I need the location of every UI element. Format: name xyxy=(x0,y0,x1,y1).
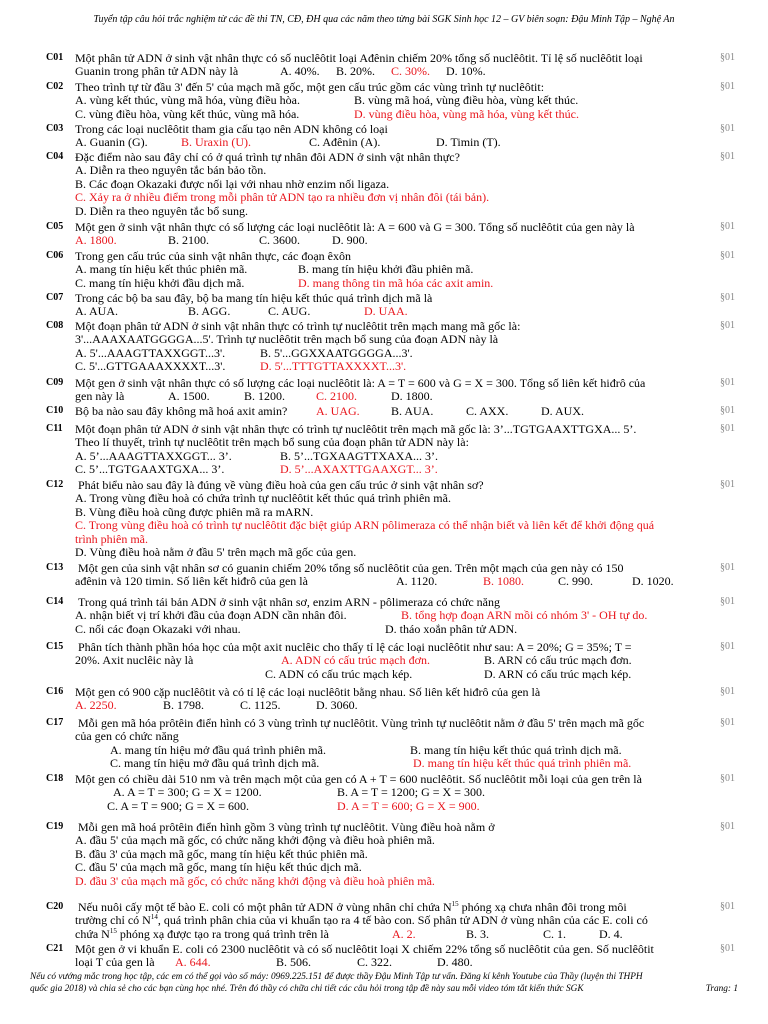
question-text: B. ARN có cấu trúc mạch đơn. xyxy=(484,653,632,668)
question-c08 xyxy=(0,320,768,374)
correct-answer: D. UAA. xyxy=(364,304,408,319)
section-tag: §01 xyxy=(720,596,735,607)
question-text: Một gen ở sinh vật nhân thực có số lượng các loại nuclêôtit là: A = T = 600 và G = X = 300. Tổng số liên kết hiđrô của xyxy=(75,376,646,390)
page-footer xyxy=(30,971,738,995)
question-text: B. 3. xyxy=(466,926,490,941)
question-text: 20%. Axit nuclêic này là xyxy=(75,653,194,668)
question-text: D. tháo xoắn phân tử ADN. xyxy=(385,621,518,636)
question-text: D. Diễn ra theo nguyên tắc bổ sung. xyxy=(75,203,248,218)
question-line xyxy=(0,221,768,234)
section-tag: §01 xyxy=(720,292,735,303)
question-line xyxy=(0,848,768,861)
correct-answer: D. 5'...TTTGTTAXXXXT...3'. xyxy=(260,359,407,374)
question-number: C13 xyxy=(46,562,64,573)
question-text: B. 506. xyxy=(276,955,312,970)
question-text: Trong các bộ ba sau đây, bộ ba mang tín hiệu kết thúc quá trình dịch mã là xyxy=(75,291,433,305)
question-text: Một gen ở vi khuẩn E. coli có 2300 nuclêôtit và có số nuclêôtit loại X chiếm 22% tổng số nuclêôtit của gen. Số nuclêôtit xyxy=(75,942,654,956)
section-tag: §01 xyxy=(720,479,735,490)
correct-answer: C. 30%. xyxy=(391,64,430,79)
question-line xyxy=(0,668,768,681)
correct-answer: C. 2100. xyxy=(316,389,358,404)
question-number: C11 xyxy=(46,423,63,434)
question-line xyxy=(0,875,768,888)
question-text: D. 1800. xyxy=(391,389,433,404)
question-text: C. 5'...GTTGAAAXXXXT...3'. xyxy=(75,359,226,374)
question-line xyxy=(0,800,768,813)
question-text: Một đoạn phân tử ADN ở sinh vật nhân thực có trình tự nuclêôtit trên mạch mã gốc là: 3’...TGTGAAXTTGXA... 5’. xyxy=(75,422,637,436)
question-line xyxy=(0,390,768,403)
question-line xyxy=(0,108,768,121)
question-text: C. Ađênin (A). xyxy=(309,135,381,150)
question-number: C12 xyxy=(46,479,64,490)
footer-line-2: quốc gia 2018) và chia sẻ cho các bạn cùng học nhé. Trên đó thầy có chữa chi tiết các câu hỏi trong tập đề này sau mỗi video tóm tắt kiến thức SGK xyxy=(30,984,584,994)
question-c03 xyxy=(0,123,768,150)
question-text: ađênin và 120 timin. Số liên kết hiđrô của gen là xyxy=(75,574,308,589)
question-text: Trong quá trình tái bản ADN ở sinh vật nhân sơ, enzim ARN - pôlimeraza có chức năng xyxy=(78,595,501,609)
question-text: Một gen có chiều dài 510 nm và trên mạch một của gen có A + T = 600 nuclêôtit. Số nuclêôtit mỗi loại của gen trên là xyxy=(75,772,642,786)
question-text: Theo trình tự từ đầu 3' đến 5' của mạch mã gốc, một gen cấu trúc gồm các vùng trình tự nuclêôtit: xyxy=(75,80,545,94)
correct-answer: B. Uraxin (U). xyxy=(181,135,251,150)
question-line xyxy=(0,320,768,333)
correct-answer: D. 5’...AXAXTTGAAXGT... 3’. xyxy=(280,462,438,477)
question-number: C01 xyxy=(46,52,64,63)
question-text: A. 1500. xyxy=(168,389,210,404)
question-line xyxy=(0,164,768,177)
question-number: C07 xyxy=(46,292,64,303)
correct-answer: A. ADN có cấu trúc mạch đơn. xyxy=(281,653,430,668)
question-line xyxy=(0,562,768,575)
question-text: C. AUG. xyxy=(268,304,311,319)
question-line xyxy=(0,519,768,532)
section-tag: §01 xyxy=(720,773,735,784)
question-text: A. Diễn ra theo nguyên tắc bán bảo tồn. xyxy=(75,163,267,178)
question-text: D. ARN có cấu trúc mạch kép. xyxy=(484,666,632,681)
question-text: C. 1125. xyxy=(240,698,281,713)
question-line xyxy=(0,151,768,164)
question-text: Trong gen cấu trúc của sinh vật nhân thực, các đoạn êxôn xyxy=(75,249,351,263)
question-line xyxy=(0,333,768,346)
question-text: C. AXX. xyxy=(466,404,509,418)
question-c16 xyxy=(0,686,768,713)
section-tag: §01 xyxy=(720,52,735,63)
question-line xyxy=(0,205,768,218)
question-c04 xyxy=(0,151,768,218)
question-text: gen này là xyxy=(75,389,125,404)
section-tag: §01 xyxy=(720,821,735,832)
question-line xyxy=(0,360,768,373)
section-tag: §01 xyxy=(720,405,735,416)
question-number: C17 xyxy=(46,717,64,728)
question-line xyxy=(0,94,768,107)
question-text: Theo lí thuyết, trình tự nuclêôtit trên mạch bổ sung của đoạn phân tử ADN này là: xyxy=(75,435,469,450)
correct-answer: C. Trong vùng điều hoà có trình tự nuclêôtit đặc biệt giúp ARN pôlimeraza có thể nhận biết và liên kết để khởi động quá xyxy=(75,518,655,533)
question-line xyxy=(0,423,768,436)
question-line xyxy=(0,956,768,969)
question-text: C. ADN có cấu trúc mạch kép. xyxy=(265,666,413,681)
question-text: C. mang tín hiệu mở đầu quá trình dịch mã. xyxy=(110,756,320,771)
question-number: C21 xyxy=(46,943,64,954)
question-text: Trong các loại nuclêôtit tham gia cấu tạo nên ADN không có loại xyxy=(75,122,388,136)
question-c11 xyxy=(0,423,768,477)
question-line xyxy=(0,901,768,914)
correct-answer: A. 1800. xyxy=(75,233,117,248)
question-c02 xyxy=(0,81,768,121)
question-text: A. vùng kết thúc, vùng mã hóa, vùng điều hòa. xyxy=(75,93,300,108)
question-text: B. AGG. xyxy=(188,304,231,319)
question-c10 xyxy=(0,405,768,418)
question-text: Mỗi gen mã hóa prôtêin điển hình có 3 vùng trình tự nuclêôtit. Vùng trình tự nuclêôtit nằm ở đầu 5' trên mạch mã gốc xyxy=(78,716,645,730)
question-text: loại T của gen là xyxy=(75,955,155,970)
question-line xyxy=(0,52,768,65)
question-text: C. nối các đoạn Okazaki với nhau. xyxy=(75,621,241,636)
question-text: A. Trong vùng điều hoà có chứa trình tự nuclêôtit kết thúc quá trình phiên mã. xyxy=(75,491,451,506)
question-text: Một gen của sinh vật nhân sơ có guanin chiếm 20% tổng số nuclêôtit của gen. Trên một mạch của gen này có 150 xyxy=(78,561,624,575)
section-tag: §01 xyxy=(720,686,735,697)
section-tag: §01 xyxy=(720,943,735,954)
section-tag: §01 xyxy=(720,377,735,388)
question-text: Một phân tử ADN ở sinh vật nhân thực có số nuclêôtit loại Ađênin chiếm 20% tổng số nuclêôtit. Tỉ lệ số nuclêôtit loại xyxy=(75,51,643,65)
correct-answer: trình phiên mã. xyxy=(75,531,148,546)
question-line xyxy=(0,450,768,463)
question-text: Mỗi gen mã hoá prôtêin điển hình gồm 3 vùng trình tự nuclêôtit. Vùng điều hoà nằm ở xyxy=(78,820,495,834)
question-text: B. 1200. xyxy=(244,389,286,404)
question-text: C. 990. xyxy=(558,574,594,589)
question-number: C08 xyxy=(46,320,64,331)
question-number: C02 xyxy=(46,81,64,92)
question-text: B. mang tín hiệu kết thúc quá trình dịch mã. xyxy=(410,742,622,757)
question-line xyxy=(0,191,768,204)
question-line xyxy=(0,292,768,305)
question-text: D. Vùng điều hoà nằm ở đầu 5' trên mạch mã gốc của gen. xyxy=(75,544,357,559)
question-line xyxy=(0,123,768,136)
question-text: B. Các đoạn Okazaki được nối lại với nhau nhờ enzim nối ligaza. xyxy=(75,176,390,191)
question-number: C14 xyxy=(46,596,64,607)
question-number: C04 xyxy=(46,151,64,162)
question-number: C09 xyxy=(46,377,64,388)
question-line xyxy=(0,65,768,78)
question-line xyxy=(0,250,768,263)
correct-answer: A. 644. xyxy=(175,955,211,970)
question-text: B. A = T = 1200; G = X = 300. xyxy=(337,785,485,800)
correct-answer: D. mang tín hiệu kết thúc quá trình phiên mã. xyxy=(413,756,632,771)
correct-answer: D. A = T = 600; G = X = 900. xyxy=(337,798,480,813)
question-text: A. Guanin (G). xyxy=(75,135,148,150)
question-number: C10 xyxy=(46,405,64,416)
question-text: D. 1020. xyxy=(632,574,674,589)
question-line xyxy=(0,654,768,667)
question-c07 xyxy=(0,292,768,319)
question-text: D. 4. xyxy=(599,926,623,941)
page-header: Tuyển tập câu hỏi trắc nghiệm từ các đề thi TN, CĐ, ĐH qua các năm theo từng bài SGK Sinh học 12 – GV biên soạn: Đậu Minh Tập – Nghệ An xyxy=(93,14,675,25)
section-tag: §01 xyxy=(720,250,735,261)
question-line xyxy=(0,436,768,449)
question-line xyxy=(0,699,768,712)
correct-answer: C. Xảy ra ở nhiều điểm trong mỗi phân tử ADN tạo ra nhiều đơn vị nhân đôi (tái bản). xyxy=(75,190,490,205)
question-c19 xyxy=(0,821,768,888)
question-line xyxy=(0,575,768,588)
question-line xyxy=(0,914,768,927)
section-tag: §01 xyxy=(720,562,735,573)
question-number: C06 xyxy=(46,250,64,261)
question-c17 xyxy=(0,717,768,771)
question-line xyxy=(0,943,768,956)
correct-answer: A. 2250. xyxy=(75,698,117,713)
correct-answer: A. 2. xyxy=(392,926,416,941)
question-line xyxy=(0,305,768,318)
correct-answer: A. UAG. xyxy=(316,404,360,418)
question-c14 xyxy=(0,596,768,636)
question-line xyxy=(0,263,768,276)
question-line xyxy=(0,834,768,847)
question-line xyxy=(0,533,768,546)
question-text: A. 1120. xyxy=(396,574,438,589)
question-c20 xyxy=(0,901,768,941)
question-line xyxy=(0,821,768,834)
question-c05 xyxy=(0,221,768,248)
question-line xyxy=(0,744,768,757)
question-text: Phát biểu nào sau đây là đúng về vùng điều hoà của gen cấu trúc ở sinh vật nhân sơ? xyxy=(78,478,484,492)
question-line xyxy=(0,492,768,505)
question-text: D. Timin (T). xyxy=(436,135,501,150)
question-text: A. AUA. xyxy=(75,304,119,319)
question-number: C05 xyxy=(46,221,64,232)
question-number: C20 xyxy=(46,901,64,912)
question-text: D. AUX. xyxy=(541,404,585,418)
question-c15 xyxy=(0,641,768,681)
question-line xyxy=(0,277,768,290)
question-text: B. mang tín hiệu khởi đầu phiên mã. xyxy=(298,262,474,277)
question-text: B. Vùng điều hoà cũng được phiên mã ra mARN. xyxy=(75,504,314,519)
question-line xyxy=(0,596,768,609)
question-c01 xyxy=(0,52,768,79)
question-line xyxy=(0,81,768,94)
section-tag: §01 xyxy=(720,123,735,134)
question-line xyxy=(0,546,768,559)
question-text: A. mang tín hiệu kết thúc phiên mã. xyxy=(75,262,248,277)
question-text: D. 900. xyxy=(332,233,368,248)
question-text: B. 5'...GGXXAATGGGGA...3'. xyxy=(260,345,413,360)
question-line xyxy=(0,234,768,247)
question-c09 xyxy=(0,377,768,404)
question-line xyxy=(0,757,768,770)
question-text: 3'...AAAXAATGGGGA...5'. Trình tự nuclêôtit trên mạch bổ sung của đoạn ADN này là xyxy=(75,332,499,347)
section-tag: §01 xyxy=(720,151,735,162)
question-number: C15 xyxy=(46,641,64,652)
question-text: A. đầu 5' của mạch mã gốc, có chức năng khởi động và điều hoà phiên mã. xyxy=(75,833,435,848)
question-line xyxy=(0,730,768,743)
question-text: trường chỉ có $N^{14}$, quá trình phân chia của vi khuẩn tạo ra 4 tế bào con. Số phân tử ADN ở vùng nhân của các E. coli có xyxy=(75,913,648,928)
correct-answer: B. tổng hợp đoạn ARN mồi có nhóm 3' - OH tự do. xyxy=(401,608,648,623)
question-text: Một gen có 900 cặp nuclêôtit và có tỉ lệ các loại nuclêôtit bằng nhau. Số liên kết hiđrô của gen là xyxy=(75,685,541,699)
question-line xyxy=(0,506,768,519)
question-text: D. 3060. xyxy=(316,698,358,713)
question-text: Guanin trong phân tử ADN này là xyxy=(75,64,239,79)
question-number: C03 xyxy=(46,123,64,134)
question-text: B. AUA. xyxy=(391,404,434,418)
section-tag: §01 xyxy=(720,81,735,92)
question-text: A. mang tín hiệu mở đầu quá trình phiên mã. xyxy=(110,742,326,757)
question-c12 xyxy=(0,479,768,559)
question-line xyxy=(0,717,768,730)
section-tag: §01 xyxy=(720,717,735,728)
question-text: A. A = T = 300; G = X = 1200. xyxy=(113,785,262,800)
question-line xyxy=(0,773,768,786)
question-text: C. A = T = 900; G = X = 600. xyxy=(107,798,249,813)
section-tag: §01 xyxy=(720,641,735,652)
question-c06 xyxy=(0,250,768,290)
section-tag: §01 xyxy=(720,320,735,331)
footer-line-1: Nếu có vướng mắc trong học tập, các em có thể gọi vào số máy: 0969.225.151 để được thầy Đậu Minh Tập tư vấn. Đăng kí kênh Youtube của Thầy (luyện thi THPH xyxy=(30,972,643,982)
question-c21 xyxy=(0,943,768,970)
section-tag: §01 xyxy=(720,901,735,912)
question-line xyxy=(0,686,768,699)
question-text: B. 2100. xyxy=(168,233,210,248)
question-line xyxy=(0,641,768,654)
question-line xyxy=(0,786,768,799)
question-line xyxy=(0,928,768,941)
question-line xyxy=(0,377,768,390)
question-text: B. đầu 3' của mạch mã gốc, mang tín hiệu kết thúc phiên mã. xyxy=(75,846,368,861)
question-text: Một đoạn phân tử ADN ở sinh vật nhân thực có trình tự nuclêôtit trên mạch mang mã gốc là: xyxy=(75,319,521,333)
question-text: D. 480. xyxy=(437,955,473,970)
question-text: B. 20%. xyxy=(336,64,375,79)
question-line xyxy=(0,136,768,149)
question-line xyxy=(0,178,768,191)
question-text: C. vùng điều hòa, vùng kết thúc, vùng mã hóa. xyxy=(75,106,300,121)
question-c18 xyxy=(0,773,768,813)
correct-answer: B. 1080. xyxy=(483,574,525,589)
question-text: Một gen ở sinh vật nhân thực có số lượng các loại nuclêôtit là: A = 600 và G = 300. Tổng số nuclêôtit của gen này là xyxy=(75,220,635,234)
page-number: Trang: 1 xyxy=(705,984,738,994)
correct-answer: D. đầu 3' của mạch mã gốc, có chức năng khởi động và điều hoà phiên mã. xyxy=(75,873,435,888)
question-text: C. 1. xyxy=(543,926,567,941)
question-c13 xyxy=(0,562,768,589)
question-text: B. vùng mã hoá, vùng điều hòa, vùng kết thúc. xyxy=(354,93,579,108)
question-line xyxy=(0,405,768,418)
question-text: A. 5’...AAAGTTAXXGGT... 3’. xyxy=(75,448,232,463)
question-text: B. 5’...TGXAAGTTXAXA... 3’. xyxy=(280,448,438,463)
question-number: C16 xyxy=(46,686,64,697)
question-text: B. 1798. xyxy=(163,698,205,713)
question-line xyxy=(0,463,768,476)
section-tag: §01 xyxy=(720,423,735,434)
question-line xyxy=(0,347,768,360)
question-text: Phân tích thành phần hóa học của một axit nuclêic cho thấy tỉ lệ các loại nuclêôtit như sau: A = 20%; G = 35%; T = xyxy=(78,640,632,654)
question-line xyxy=(0,861,768,874)
question-text: A. 40%. xyxy=(280,64,320,79)
question-text: C. 322. xyxy=(357,955,393,970)
question-text: C. 5’...TGTGAAXTGXA... 3’. xyxy=(75,462,225,477)
section-tag: §01 xyxy=(720,221,735,232)
question-line xyxy=(0,609,768,622)
correct-answer: D. vùng điều hòa, vùng mã hóa, vùng kết thúc. xyxy=(354,106,579,121)
question-text: C. 3600. xyxy=(259,233,301,248)
question-text: A. 5'...AAAGTTAXXGGT...3'. xyxy=(75,345,226,360)
question-number: C18 xyxy=(46,773,64,784)
question-line xyxy=(0,623,768,636)
question-line xyxy=(0,479,768,492)
question-text: của gen có chức năng xyxy=(75,729,179,744)
question-text: D. 10%. xyxy=(446,64,486,79)
question-text: A. nhận biết vị trí khởi đầu của đoạn ADN cần nhân đôi. xyxy=(75,608,347,623)
question-number: C19 xyxy=(46,821,64,832)
question-text: Bộ ba nào sau đây không mã hoá axit amin? xyxy=(75,404,288,418)
question-text: chứa $N^{15}$ phóng xạ được tạo ra trong quá trình trên là xyxy=(75,926,329,941)
correct-answer: D. mang thông tin mã hóa các axit amin. xyxy=(298,275,494,290)
question-text: C. đầu 5' của mạch mã gốc, mang tín hiệu kết thúc dịch mã. xyxy=(75,860,362,875)
question-text: Đặc điểm nào sau đây chỉ có ở quá trình tự nhân đôi ADN ở sinh vật nhân thực? xyxy=(75,150,460,164)
question-text: C. mang tín hiệu khởi đầu dịch mã. xyxy=(75,275,245,290)
question-text: Nếu nuôi cấy một tế bào E. coli có một phân tử ADN ở vùng nhân chỉ chứa $N^{15}$ phóng xạ chưa nhân đôi trong môi xyxy=(78,900,627,914)
